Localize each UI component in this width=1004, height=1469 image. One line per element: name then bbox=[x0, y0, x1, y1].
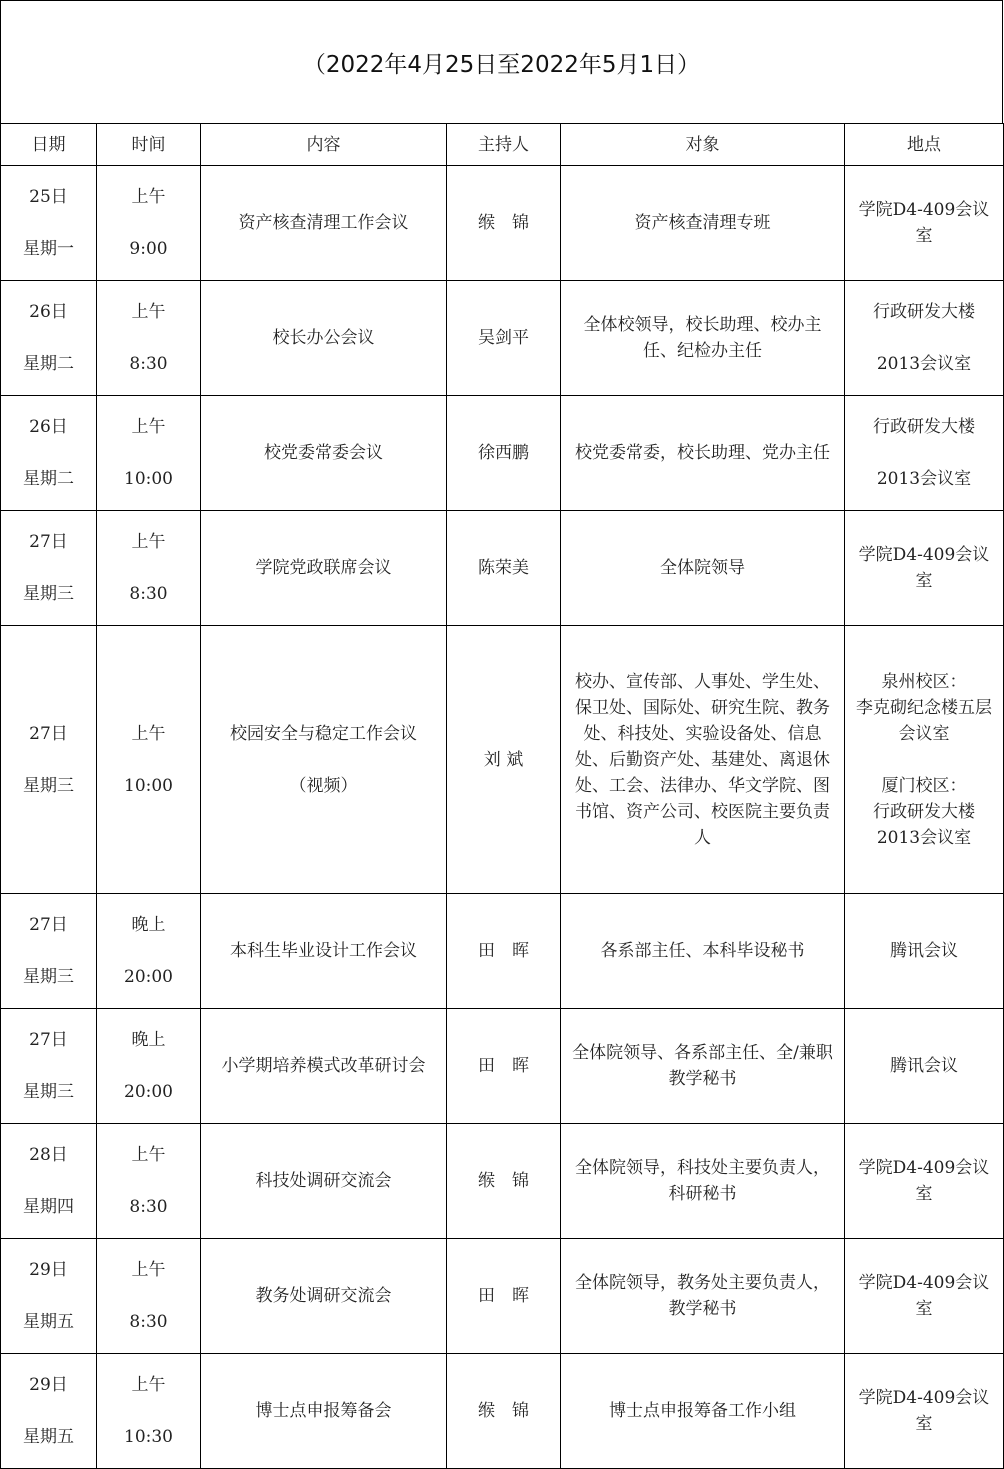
target-cell: 全体校领导，校长助理、校办主任、纪检办主任 bbox=[561, 281, 845, 396]
host-cell: 刘 斌 bbox=[447, 626, 561, 894]
schedule-title-box bbox=[0, 0, 1003, 124]
table-row bbox=[1, 511, 1004, 626]
table-row bbox=[1, 1239, 1004, 1354]
table-row bbox=[1, 396, 1004, 511]
header-content: 内容 bbox=[201, 124, 447, 166]
target-cell: 资产核查清理专班 bbox=[561, 166, 845, 281]
content-cell bbox=[201, 1009, 447, 1124]
time-cell bbox=[97, 166, 201, 281]
location-cell bbox=[845, 1124, 1004, 1239]
location-cell bbox=[845, 626, 1004, 894]
date-stack bbox=[9, 912, 88, 990]
date-cell bbox=[1, 166, 97, 281]
time-cell bbox=[97, 626, 201, 894]
location-text: 学院D4-409会议室 bbox=[858, 1158, 990, 1204]
clock-text: 20:00 bbox=[124, 967, 173, 987]
location-stack bbox=[853, 197, 995, 249]
date-cell bbox=[1, 626, 97, 894]
day-text: 25日 bbox=[29, 187, 68, 207]
content-cell bbox=[201, 626, 447, 894]
host-cell: 缑 锦 bbox=[447, 166, 561, 281]
date-cell bbox=[1, 1239, 97, 1354]
location-stack bbox=[853, 1385, 995, 1437]
clock-text: 10:00 bbox=[124, 775, 173, 796]
content-stack bbox=[209, 1168, 438, 1194]
location-cell bbox=[845, 1239, 1004, 1354]
period-text: 晚上 bbox=[131, 915, 166, 935]
content-stack bbox=[209, 938, 438, 964]
date-stack bbox=[9, 1142, 88, 1220]
time-cell bbox=[97, 1009, 201, 1124]
content-text: 小学期培养模式改革研讨会 bbox=[221, 1056, 426, 1076]
content-text: （视频） bbox=[289, 775, 358, 796]
period-text: 晚上 bbox=[131, 1030, 166, 1050]
content-cell bbox=[201, 166, 447, 281]
clock-text: 9:00 bbox=[129, 239, 168, 259]
location-cell bbox=[845, 511, 1004, 626]
date-cell bbox=[1, 894, 97, 1009]
content-text: 教务处调研交流会 bbox=[255, 1286, 392, 1306]
time-cell bbox=[97, 894, 201, 1009]
content-text: 博士点申报筹备会 bbox=[255, 1401, 392, 1421]
content-stack bbox=[209, 440, 438, 466]
location-cell bbox=[845, 1354, 1004, 1469]
target-cell: 博士点申报筹备工作小组 bbox=[561, 1354, 845, 1469]
target-cell: 全体院领导，教务处主要负责人，教学秘书 bbox=[561, 1239, 845, 1354]
location-text: 厦门校区： bbox=[881, 775, 967, 796]
time-stack bbox=[105, 299, 192, 377]
header-location: 地点 bbox=[845, 124, 1004, 166]
location-text: 2013会议室 bbox=[876, 469, 972, 489]
weekday-text: 星期四 bbox=[23, 1197, 74, 1217]
host-cell: 田 晖 bbox=[447, 1239, 561, 1354]
header-row bbox=[1, 124, 1004, 166]
header-date: 日期 bbox=[1, 124, 97, 166]
host-cell: 吴剑平 bbox=[447, 281, 561, 396]
location-cell bbox=[845, 166, 1004, 281]
target-cell: 全体院领导、各系部主任、全/兼职教学秘书 bbox=[561, 1009, 845, 1124]
day-text: 27日 bbox=[29, 915, 68, 935]
date-stack bbox=[9, 184, 88, 262]
location-stack bbox=[853, 542, 995, 594]
date-stack bbox=[9, 414, 88, 492]
location-stack bbox=[853, 938, 995, 964]
header-target: 对象 bbox=[561, 124, 845, 166]
day-text: 29日 bbox=[29, 1375, 68, 1395]
location-text: 2013会议室 bbox=[876, 354, 972, 374]
period-text: 上午 bbox=[131, 1375, 166, 1395]
date-stack bbox=[9, 1027, 88, 1105]
location-stack bbox=[853, 1053, 995, 1079]
target-cell: 校办、宣传部、人事处、学生处、保卫处、国际处、研究生院、教务处、科技处、实验设备处、信息处、后勤资产处、基建处、离退休处、工会、法律办、华文学院、图书馆、资产公司、校医院主要负责人 bbox=[561, 626, 845, 894]
content-cell bbox=[201, 1239, 447, 1354]
time-cell bbox=[97, 1354, 201, 1469]
schedule-rows bbox=[1, 166, 1004, 1469]
location-text: 行政研发大楼 bbox=[873, 302, 975, 322]
day-text: 26日 bbox=[29, 417, 68, 437]
location-text: 李克砌纪念楼五层会议室 bbox=[856, 697, 992, 744]
day-text: 27日 bbox=[29, 532, 68, 552]
content-text: 学院党政联席会议 bbox=[255, 558, 392, 578]
time-stack bbox=[105, 1027, 192, 1105]
location-stack bbox=[853, 414, 995, 492]
day-text: 27日 bbox=[29, 1030, 68, 1050]
weekday-text: 星期三 bbox=[23, 1082, 74, 1102]
time-stack bbox=[105, 1142, 192, 1220]
time-cell bbox=[97, 281, 201, 396]
clock-text: 10:00 bbox=[124, 469, 173, 489]
content-text: 科技处调研交流会 bbox=[255, 1171, 392, 1191]
weekday-text: 星期二 bbox=[23, 354, 74, 374]
header-host: 主持人 bbox=[447, 124, 561, 166]
time-stack bbox=[105, 1257, 192, 1335]
weekday-text: 星期一 bbox=[23, 239, 74, 259]
location-text: 学院D4-409会议室 bbox=[858, 200, 990, 246]
period-text: 上午 bbox=[131, 417, 166, 437]
host-cell: 缑 锦 bbox=[447, 1354, 561, 1469]
time-cell bbox=[97, 511, 201, 626]
clock-text: 8:30 bbox=[129, 1312, 168, 1332]
date-stack bbox=[9, 1372, 88, 1450]
date-cell bbox=[1, 281, 97, 396]
location-cell bbox=[845, 281, 1004, 396]
weekday-text: 星期三 bbox=[23, 584, 74, 604]
time-cell bbox=[97, 396, 201, 511]
content-text: 校党委常委会议 bbox=[264, 443, 383, 463]
table-row bbox=[1, 1354, 1004, 1469]
location-text: 学院D4-409会议室 bbox=[858, 545, 990, 591]
time-cell bbox=[97, 1124, 201, 1239]
period-text: 上午 bbox=[131, 532, 166, 552]
day-text: 29日 bbox=[29, 1260, 68, 1280]
content-stack bbox=[209, 1283, 438, 1309]
table-row bbox=[1, 166, 1004, 281]
table-row bbox=[1, 1009, 1004, 1124]
time-cell bbox=[97, 1239, 201, 1354]
location-cell bbox=[845, 1009, 1004, 1124]
time-stack bbox=[105, 529, 192, 607]
location-stack bbox=[853, 1270, 995, 1322]
content-stack bbox=[209, 210, 438, 236]
weekday-text: 星期五 bbox=[23, 1312, 74, 1332]
table-row bbox=[1, 1124, 1004, 1239]
content-stack bbox=[209, 555, 438, 581]
period-text: 上午 bbox=[131, 723, 166, 744]
period-text: 上午 bbox=[131, 1260, 166, 1280]
content-text: 校长办公会议 bbox=[272, 328, 375, 348]
content-cell bbox=[201, 281, 447, 396]
location-text: 行政研发大楼 bbox=[873, 417, 975, 437]
content-text: 资产核查清理工作会议 bbox=[238, 213, 409, 233]
location-cell bbox=[845, 894, 1004, 1009]
clock-text: 8:30 bbox=[129, 584, 168, 604]
content-stack bbox=[209, 1398, 438, 1424]
weekday-text: 星期三 bbox=[23, 967, 74, 987]
location-stack bbox=[853, 669, 995, 851]
time-stack bbox=[105, 912, 192, 990]
target-cell: 全体院领导，科技处主要负责人，科研秘书 bbox=[561, 1124, 845, 1239]
table-row bbox=[1, 281, 1004, 396]
content-stack bbox=[209, 721, 438, 799]
content-stack bbox=[209, 325, 438, 351]
target-cell: 各系部主任、本科毕设秘书 bbox=[561, 894, 845, 1009]
host-cell: 陈荣美 bbox=[447, 511, 561, 626]
date-cell bbox=[1, 1124, 97, 1239]
target-cell: 全体院领导 bbox=[561, 511, 845, 626]
time-stack bbox=[105, 1372, 192, 1450]
date-stack bbox=[9, 1257, 88, 1335]
content-cell bbox=[201, 1124, 447, 1239]
content-cell bbox=[201, 894, 447, 1009]
date-cell bbox=[1, 1354, 97, 1469]
table-row bbox=[1, 626, 1004, 894]
time-stack bbox=[105, 184, 192, 262]
content-cell bbox=[201, 511, 447, 626]
date-stack bbox=[9, 721, 88, 799]
period-text: 上午 bbox=[131, 1145, 166, 1165]
table-row bbox=[1, 894, 1004, 1009]
day-text: 27日 bbox=[29, 723, 68, 744]
target-cell: 校党委常委，校长助理、党办主任 bbox=[561, 396, 845, 511]
time-stack bbox=[105, 721, 192, 799]
content-cell bbox=[201, 396, 447, 511]
location-text: 行政研发大楼2013会议室 bbox=[873, 801, 975, 848]
host-cell: 缑 锦 bbox=[447, 1124, 561, 1239]
date-cell bbox=[1, 396, 97, 511]
schedule-title: （2022年4月25日至2022年5月1日） bbox=[302, 51, 701, 78]
weekday-text: 星期五 bbox=[23, 1427, 74, 1447]
date-cell bbox=[1, 1009, 97, 1124]
clock-text: 20:00 bbox=[124, 1082, 173, 1102]
host-cell: 田 晖 bbox=[447, 894, 561, 1009]
date-stack bbox=[9, 529, 88, 607]
location-text: 泉州校区： bbox=[881, 671, 967, 692]
host-cell: 徐西鹏 bbox=[447, 396, 561, 511]
content-stack bbox=[209, 1053, 438, 1079]
day-text: 26日 bbox=[29, 302, 68, 322]
weekday-text: 星期三 bbox=[23, 775, 74, 796]
weekday-text: 星期二 bbox=[23, 469, 74, 489]
location-text: 腾讯会议 bbox=[890, 1056, 958, 1076]
location-text: 学院D4-409会议室 bbox=[858, 1273, 990, 1319]
content-text: 校园安全与稳定工作会议 bbox=[230, 723, 417, 744]
date-cell bbox=[1, 511, 97, 626]
content-text: 本科生毕业设计工作会议 bbox=[230, 941, 417, 961]
clock-text: 8:30 bbox=[129, 354, 168, 374]
schedule-table bbox=[0, 123, 1004, 1469]
period-text: 上午 bbox=[131, 302, 166, 322]
day-text: 28日 bbox=[29, 1145, 68, 1165]
date-stack bbox=[9, 299, 88, 377]
period-text: 上午 bbox=[131, 187, 166, 207]
host-cell: 田 晖 bbox=[447, 1009, 561, 1124]
location-stack bbox=[853, 1155, 995, 1207]
location-text: 腾讯会议 bbox=[890, 941, 958, 961]
time-stack bbox=[105, 414, 192, 492]
clock-text: 10:30 bbox=[124, 1427, 173, 1447]
location-text: 学院D4-409会议室 bbox=[858, 1388, 990, 1434]
location-cell bbox=[845, 396, 1004, 511]
header-time: 时间 bbox=[97, 124, 201, 166]
clock-text: 8:30 bbox=[129, 1197, 168, 1217]
content-cell bbox=[201, 1354, 447, 1469]
location-stack bbox=[853, 299, 995, 377]
